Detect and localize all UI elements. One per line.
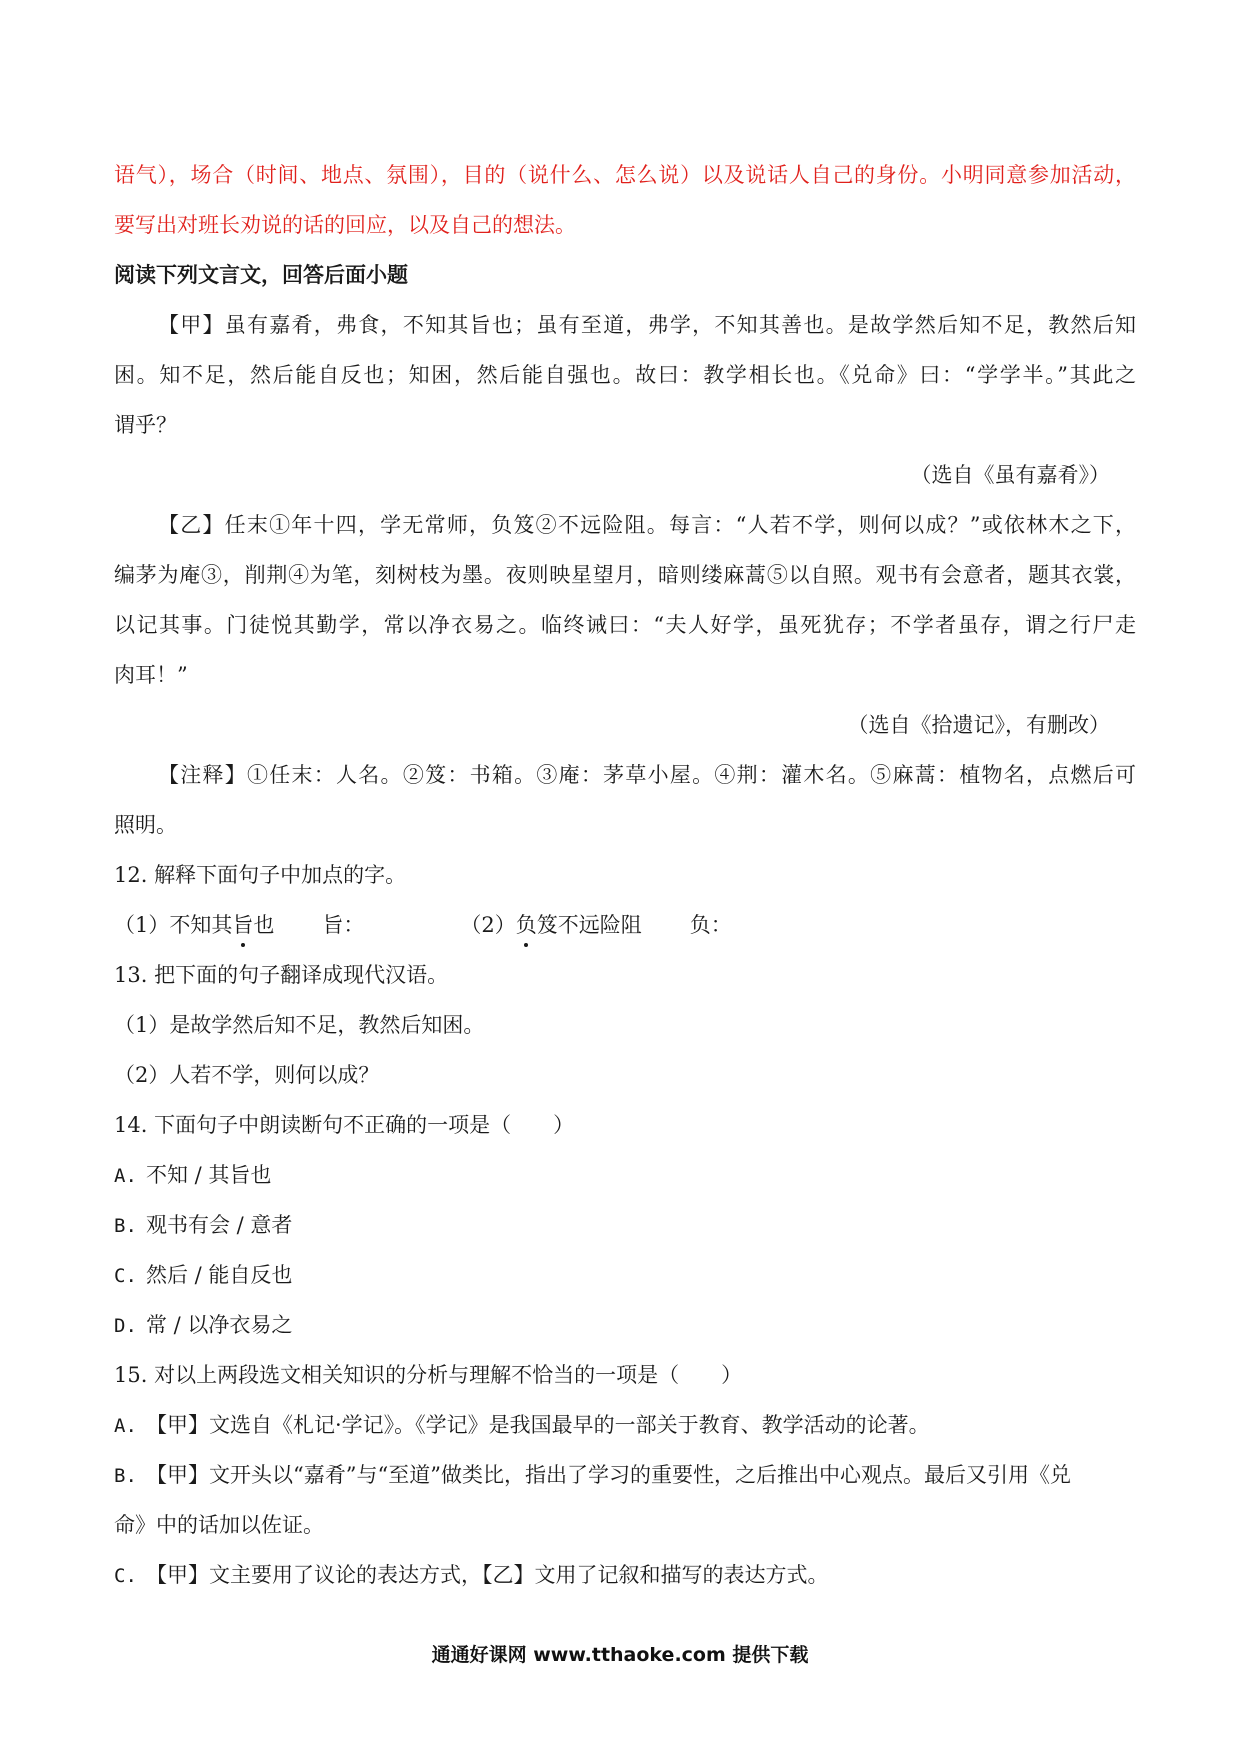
option-letter: C.	[114, 1565, 137, 1587]
passage-jia-line-1: 【甲】虽有嘉肴，弗食，不知其旨也；虽有至道，弗学，不知其善也。是故学然后知不足，教然后知	[158, 313, 1136, 337]
q12-item2-label: 负：	[689, 913, 732, 937]
q13-stem: 13. 把下面的句子翻译成现代汉语。	[114, 963, 449, 987]
notes-line-1: 【注释】①任末：人名。②笈：书箱。③庵：茅草小屋。④荆：灌木名。⑤麻蒿：植物名，点燃后可	[158, 763, 1136, 787]
section-heading: 阅读下列文言文，回答后面小题	[114, 262, 408, 287]
option-letter: C.	[114, 1265, 137, 1287]
q12-item1-dotted-char: 旨	[232, 910, 253, 940]
passage-yi-line-3: 以记其事。门徒悦其勤学，常以净衣易之。临终诫曰：“夫人好学，虽死犹存；不学者虽存，谓之行尸走	[114, 613, 1136, 637]
q13-item-1: （1）是故学然后知不足，教然后知困。	[114, 1013, 485, 1037]
notes-line-2: 照明。	[114, 813, 177, 837]
option-letter: A.	[114, 1165, 137, 1187]
option-text: 常 / 以净衣易之	[146, 1313, 293, 1337]
q15-option-b-line-1	[114, 1460, 1071, 1491]
option-letter: B.	[114, 1215, 137, 1237]
q15-option-b-line-2: 命》中的话加以佐证。	[114, 1513, 324, 1537]
q12-item2-post: 笈不远险阻	[536, 913, 642, 937]
answer-analysis-line-1: 语气），场合（时间、地点、氛围），目的（说什么、怎么说）以及说话人自己的身份。小明同意参加活动，	[114, 163, 1136, 187]
q14-option-b	[114, 1210, 292, 1241]
q12-item1-pre: （1）不知其	[114, 913, 233, 937]
q14-option-a	[114, 1160, 271, 1191]
passage-yi-line-2: 编茅为庵③，削荆④为笔，刻树枝为墨。夜则映星望月，暗则缕麻蒿⑤以自照。观书有会意者，题其衣裳，	[114, 563, 1136, 587]
passage-jia-line-3: 谓乎？	[114, 413, 177, 437]
q12-item1-post: 也	[253, 913, 275, 937]
option-text: 然后 / 能自反也	[146, 1263, 293, 1287]
q15-option-c	[114, 1560, 829, 1591]
footer-credit: 通通好课网 www.tthaoke.com 提供下载	[431, 1644, 809, 1666]
option-text: 观书有会 / 意者	[146, 1213, 293, 1237]
option-letter: A.	[114, 1415, 137, 1437]
q12-items	[114, 910, 732, 940]
passage-yi-line-4: 肉耳！”	[114, 663, 188, 687]
option-text: 不知 / 其旨也	[146, 1163, 272, 1187]
option-text: 【甲】文开头以“嘉肴”与“至道”做类比，指出了学习的重要性，之后推出中心观点。最后又引用《兑	[146, 1463, 1071, 1487]
passage-jia-line-2: 困。知不足，然后能自反也；知困，然后能自强也。故曰：教学相长也。《兑命》曰：“学学半。”其此之	[114, 363, 1136, 387]
passage-yi-line-1: 【乙】任末①年十四，学无常师，负笈②不远险阻。每言：“人若不学，则何以成？”或依林木之下，	[158, 513, 1136, 537]
q14-option-d	[114, 1310, 292, 1341]
q15-stem: 15. 对以上两段选文相关知识的分析与理解不恰当的一项是（ ）	[114, 1363, 743, 1387]
option-letter: B.	[114, 1465, 137, 1487]
q12-item1-label: 旨：	[322, 913, 365, 937]
q15-option-a	[114, 1410, 930, 1441]
q12-stem: 12. 解释下面句子中加点的字。	[114, 863, 407, 887]
option-text: 【甲】文主要用了议论的表达方式，【乙】文用了记叙和描写的表达方式。	[146, 1563, 829, 1587]
q12-item2-dotted-char: 负	[516, 910, 537, 940]
q14-stem: 14. 下面句子中朗读断句不正确的一项是（ ）	[114, 1113, 575, 1137]
q12-item2-pre: （2）	[460, 913, 516, 937]
q14-option-c	[114, 1260, 292, 1291]
passage-yi-source: （选自《拾遗记》，有删改）	[847, 713, 1110, 737]
passage-jia-source: （选自《虽有嘉肴》）	[910, 463, 1110, 487]
option-letter: D.	[114, 1315, 137, 1337]
option-text: 【甲】文选自《札记·学记》。《学记》是我国最早的一部关于教育、教学活动的论著。	[146, 1413, 930, 1437]
answer-analysis-line-2: 要写出对班长劝说的话的回应，以及自己的想法。	[114, 213, 576, 237]
q13-item-2: （2）人若不学，则何以成？	[114, 1063, 380, 1087]
